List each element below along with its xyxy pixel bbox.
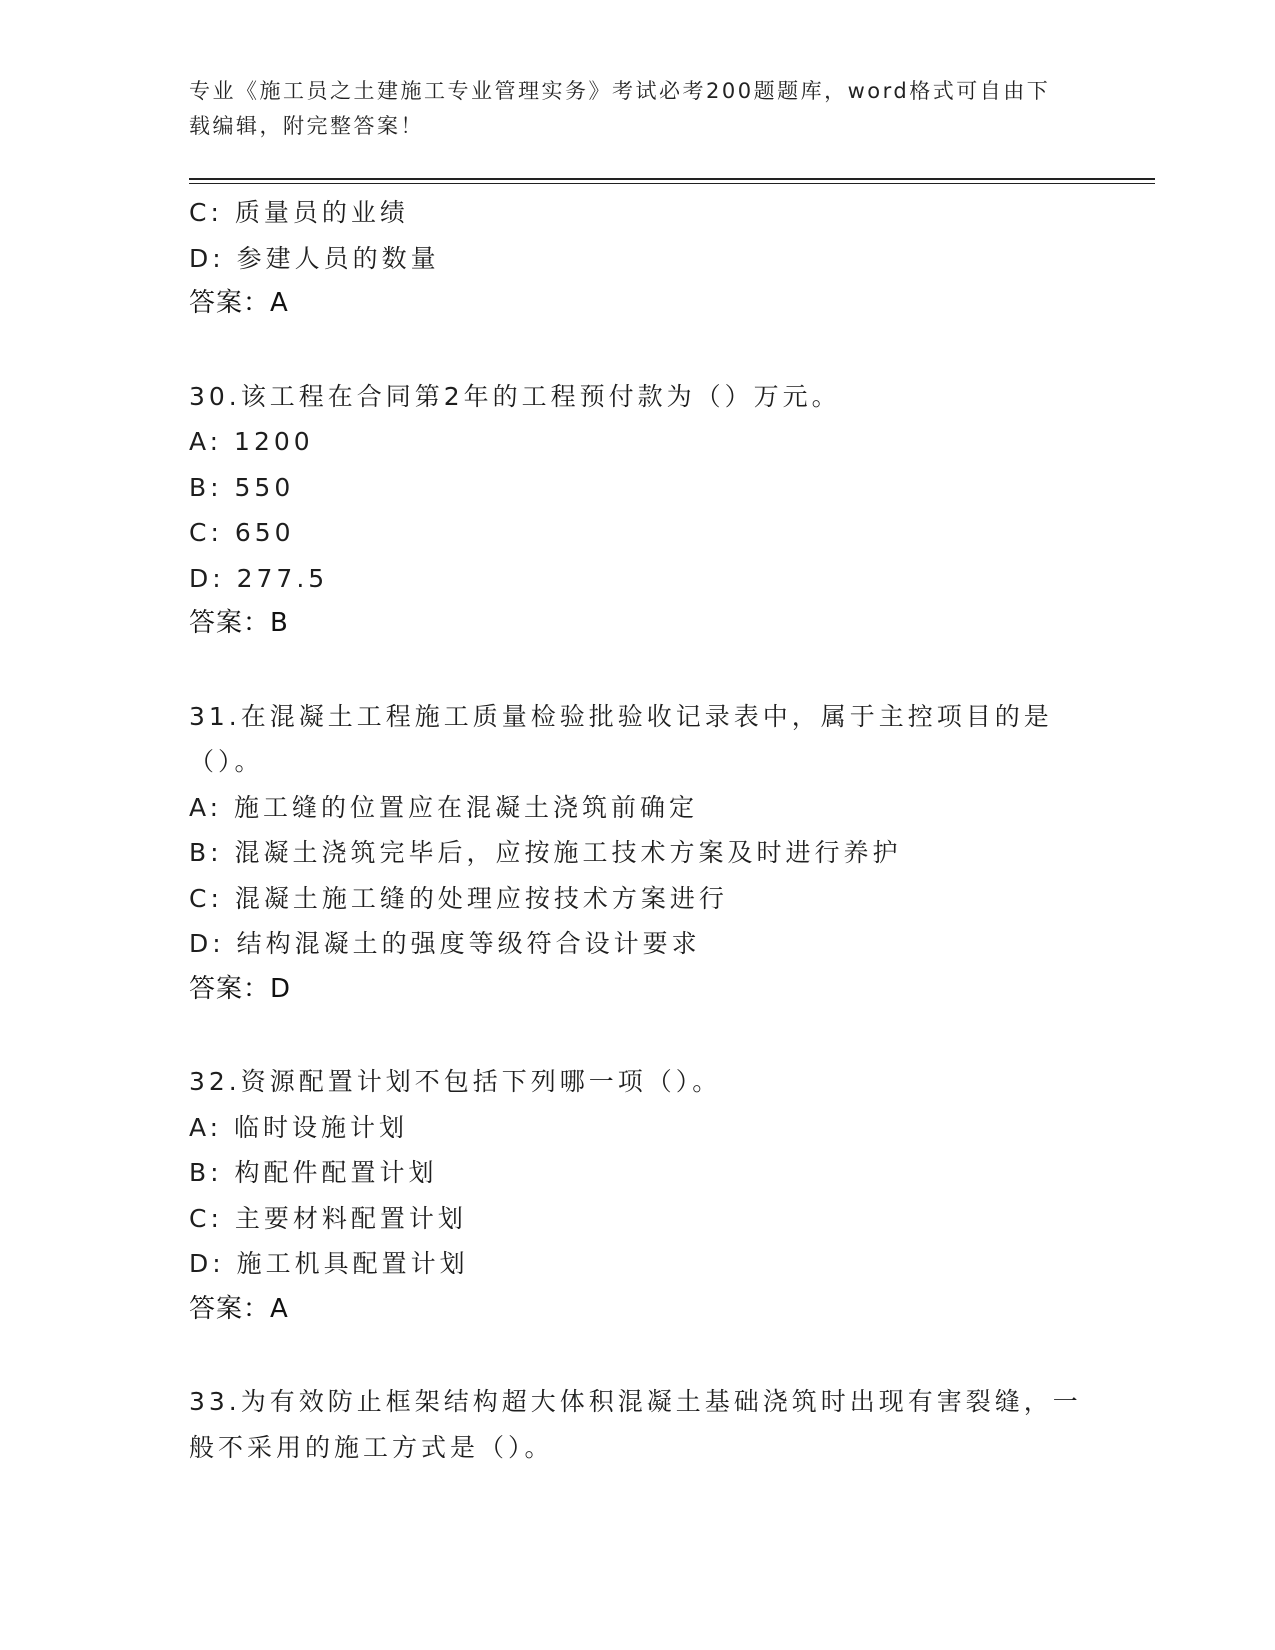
option-a: A: 临时设施计划 bbox=[189, 1112, 409, 1142]
question-list bbox=[189, 190, 1089, 1470]
option-b: B: 550 bbox=[189, 472, 295, 502]
option-b: B: 构配件配置计划 bbox=[189, 1158, 438, 1187]
answer-label: 答案：A bbox=[189, 288, 289, 318]
option-c: C: 质量员的业绩 bbox=[189, 198, 409, 227]
spacer bbox=[189, 1332, 1089, 1379]
answer-label: 答案：D bbox=[189, 973, 292, 1004]
option-d: D: 参建人员的数量 bbox=[189, 243, 440, 273]
document-header: 专业《施工员之土建施工专业管理实务》考试必考200题题库，word格式可自由下载编辑，附完整答案！ bbox=[189, 79, 1051, 138]
option-d: D: 结构混凝土的强度等级符合设计要求 bbox=[189, 929, 701, 958]
option-c: C: 650 bbox=[189, 518, 295, 547]
question-title: 32.资源配置计划不包括下列哪一项（）。 bbox=[189, 1067, 722, 1096]
question-block-30 bbox=[189, 374, 1089, 647]
answer-label: 答案：B bbox=[189, 608, 289, 638]
spacer bbox=[189, 327, 1089, 374]
question-block-33 bbox=[189, 1379, 1089, 1470]
option-c: C: 主要材料配置计划 bbox=[189, 1203, 467, 1233]
question-title: 33.为有效防止框架结构超大体积混凝土基础浇筑时出现有害裂缝，一般不采用的施工方式是（）。 bbox=[189, 1387, 1082, 1462]
question-block-32 bbox=[189, 1059, 1089, 1332]
question-title: 31.在混凝土工程施工质量检验批验收记录表中，属于主控项目的是（）。 bbox=[189, 701, 1053, 776]
question-block-29 bbox=[189, 190, 1089, 327]
question-title: 30.该工程在合同第2年的工程预付款为（）万元。 bbox=[189, 381, 841, 411]
option-d: D: 施工机具配置计划 bbox=[189, 1249, 469, 1278]
option-a: A: 施工缝的位置应在混凝土浇筑前确定 bbox=[189, 792, 699, 822]
spacer bbox=[189, 1012, 1089, 1059]
question-block-31 bbox=[189, 694, 1089, 1013]
option-a: A: 1200 bbox=[189, 427, 314, 456]
header-rule-thin bbox=[189, 183, 1155, 184]
option-c: C: 混凝土施工缝的处理应按技术方案进行 bbox=[189, 883, 728, 913]
option-d: D: 277.5 bbox=[189, 563, 329, 593]
option-b: B: 混凝土浇筑完毕后，应按施工技术方案及时进行养护 bbox=[189, 838, 902, 867]
answer-label: 答案：A bbox=[189, 1293, 289, 1324]
spacer bbox=[189, 647, 1089, 694]
header-rule-thick bbox=[189, 178, 1155, 180]
